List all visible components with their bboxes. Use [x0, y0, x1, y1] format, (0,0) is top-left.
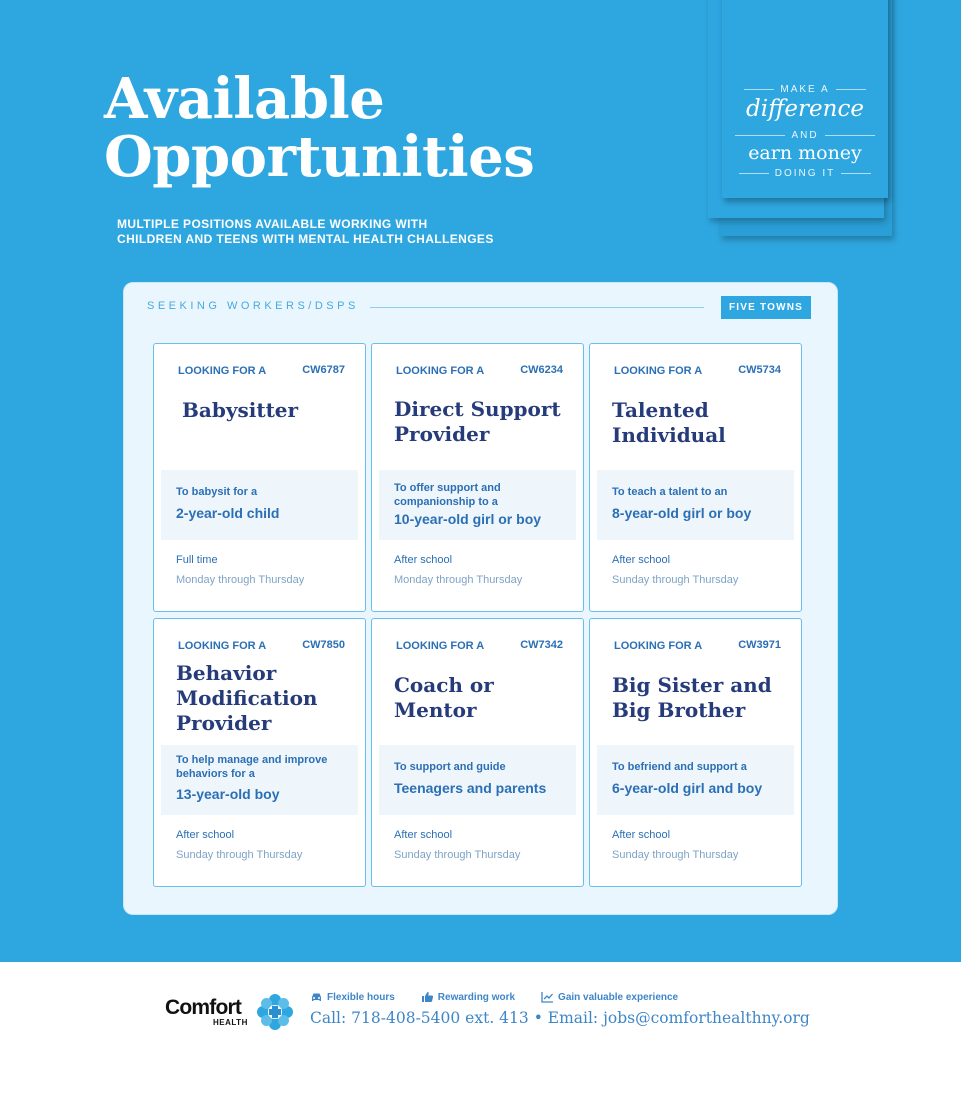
tag-line-earn-money: earn money: [748, 142, 862, 164]
job-title: Big Sister and Big Brother: [612, 673, 772, 722]
job-schedule: After school: [612, 829, 671, 841]
tag-line-doing-it: DOING IT: [722, 168, 888, 179]
perk-rewarding-work: [421, 991, 515, 1003]
perk-flexible-hours: [310, 991, 395, 1003]
page-subtitle: [117, 217, 494, 247]
job-description: To befriend and support a: [612, 761, 747, 773]
tag-line-make: MAKE A: [722, 84, 888, 95]
job-description-box: [379, 470, 576, 540]
job-days: Sunday through Thursday: [612, 849, 739, 861]
job-card-direct-support-provider[interactable]: [371, 343, 584, 612]
job-description-box: [597, 745, 794, 815]
job-schedule: After school: [394, 554, 453, 566]
job-card-big-sister-and-big-brother[interactable]: [589, 618, 802, 887]
job-description-box: [161, 470, 358, 540]
job-code: CW6787: [302, 364, 345, 376]
job-description-box: [379, 745, 576, 815]
job-title: Behavior Modification Provider: [176, 661, 318, 735]
card-heading: LOOKING FOR A: [396, 640, 485, 652]
subtitle-line-2: CHILDREN AND TEENS WITH MENTAL HEALTH CHALLENGES: [117, 232, 494, 246]
job-schedule: After school: [394, 829, 453, 841]
job-title: Coach or Mentor: [394, 673, 494, 722]
job-card-babysitter[interactable]: [153, 343, 366, 612]
location-badge: FIVE TOWNS: [721, 296, 811, 319]
job-code: CW7342: [520, 639, 563, 651]
tag-line-and: AND: [722, 130, 888, 141]
job-schedule: After school: [176, 829, 235, 841]
page-title: [104, 66, 535, 190]
job-code: CW7850: [302, 639, 345, 651]
title-line-1: Available: [104, 66, 385, 132]
job-days: Sunday through Thursday: [394, 849, 521, 861]
panel-divider: [370, 307, 704, 308]
card-heading: LOOKING FOR A: [396, 365, 485, 377]
job-title: Direct Support Provider: [394, 397, 561, 446]
car-icon: [310, 991, 323, 1003]
job-title: Talented Individual: [612, 398, 726, 447]
opportunities-panel: [123, 282, 838, 915]
title-line-2: Opportunities: [104, 124, 535, 190]
card-heading: LOOKING FOR A: [178, 640, 267, 652]
job-recipient: Teenagers and parents: [394, 780, 547, 796]
card-heading: LOOKING FOR A: [178, 365, 267, 377]
job-description: To help manage and improve behaviors for a: [176, 754, 328, 780]
contact-info[interactable]: Call: 718-408-5400 ext. 413 • Email: jobs@comforthealthny.org: [310, 1009, 810, 1027]
job-days: Sunday through Thursday: [612, 574, 739, 586]
job-card-talented-individual[interactable]: [589, 343, 802, 612]
perk-label: Flexible hours: [327, 991, 395, 1003]
job-code: CW6234: [520, 364, 563, 376]
perk-label: Rewarding work: [437, 991, 516, 1003]
job-description: To offer support and companionship to a: [394, 482, 501, 508]
job-recipient: 2-year-old child: [176, 505, 280, 521]
job-description-box: [597, 470, 794, 540]
card-heading: LOOKING FOR A: [614, 365, 703, 377]
logo-subtext: HEALTH: [213, 1018, 248, 1027]
job-recipient: 10-year-old girl or boy: [394, 511, 542, 527]
perk-label: Gain valuable experience: [558, 991, 679, 1003]
card-heading: LOOKING FOR A: [614, 640, 703, 652]
job-code: CW3971: [738, 639, 781, 651]
slogan-tag: [722, 0, 888, 198]
job-recipient: 13-year-old boy: [176, 786, 280, 802]
perk-gain-experience: [541, 991, 678, 1003]
job-recipient: 6-year-old girl and boy: [612, 780, 763, 796]
job-schedule: After school: [612, 554, 671, 566]
job-description-box: [161, 745, 358, 815]
job-description: To support and guide: [394, 761, 506, 773]
perks-row: [310, 991, 678, 1003]
job-card-behavior-modification-provider[interactable]: [153, 618, 366, 887]
tag-line-difference: difference: [746, 96, 864, 122]
job-days: Monday through Thursday: [394, 574, 523, 586]
thumbs-up-icon: [421, 991, 434, 1003]
subtitle-line-1: MULTIPLE POSITIONS AVAILABLE WORKING WITH: [117, 217, 428, 231]
job-recipient: 8-year-old girl or boy: [612, 505, 752, 521]
job-days: Monday through Thursday: [176, 574, 305, 586]
panel-label: SEEKING WORKERS/DSPS: [147, 300, 359, 312]
job-code: CW5734: [738, 364, 781, 376]
job-title: Babysitter: [182, 398, 299, 422]
logo-wordmark: Comfort: [165, 996, 242, 1019]
job-card-coach-or-mentor[interactable]: [371, 618, 584, 887]
job-description: To babysit for a: [176, 486, 258, 498]
chart-line-icon: [541, 991, 554, 1003]
job-schedule: Full time: [176, 554, 218, 566]
job-days: Sunday through Thursday: [176, 849, 303, 861]
flower-logo-icon: [255, 992, 295, 1032]
job-description: To teach a talent to an: [612, 486, 728, 498]
